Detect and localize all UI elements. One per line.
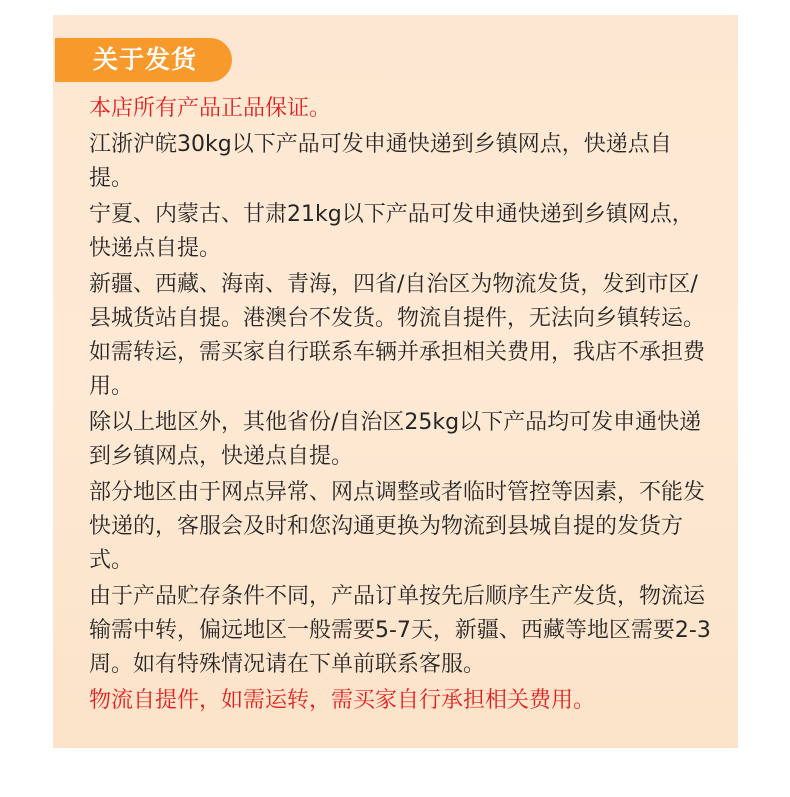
policy-paragraph-ningxia: 宁夏、内蒙古、甘肃21kg以下产品可发申通快递到乡镇网点，快递点自提。 <box>89 202 694 261</box>
policy-paragraph-remote-provinces: 新疆、西藏、海南、青海，四省/自治区为物流发货，发到市区/县城货站自提。港澳台不发货。物流自提件，无法向乡镇转运。如需转运，需买家自行联系车辆并承担相关费用，我店不承担费用。 <box>89 272 706 399</box>
shipping-policy-content <box>89 92 714 720</box>
policy-paragraph-delivery-time: 由于产品贮存条件不同，产品订单按先后顺序生产发货，物流运输需中转，偏远地区一般需要5-7天，新疆、西藏等地区需要2-3周。如有特殊情况请在下单前联系客服。 <box>89 584 711 677</box>
section-title-badge: 关于发货 <box>55 38 232 82</box>
policy-paragraph-exceptions: 部分地区由于网点异常、网点调整或者临时管控等因素，不能发快递的，客服会及时和您沟通更换为物流到县城自提的发货方式。 <box>89 480 706 573</box>
policy-paragraph-authenticity: 本店所有产品正品保证。 <box>89 96 332 121</box>
policy-paragraph-other-regions: 除以上地区外，其他省份/自治区25kg以下产品均可发申通快递到乡镇网点，快递点自提。 <box>89 410 702 469</box>
policy-paragraph-self-pickup-fees: 物流自提件，如需运转，需买家自行承担相关费用。 <box>89 688 596 713</box>
policy-paragraph-jiangzhehu: 江浙沪皖30kg以下产品可发申通快递到乡镇网点，快递点自提。 <box>89 132 672 191</box>
